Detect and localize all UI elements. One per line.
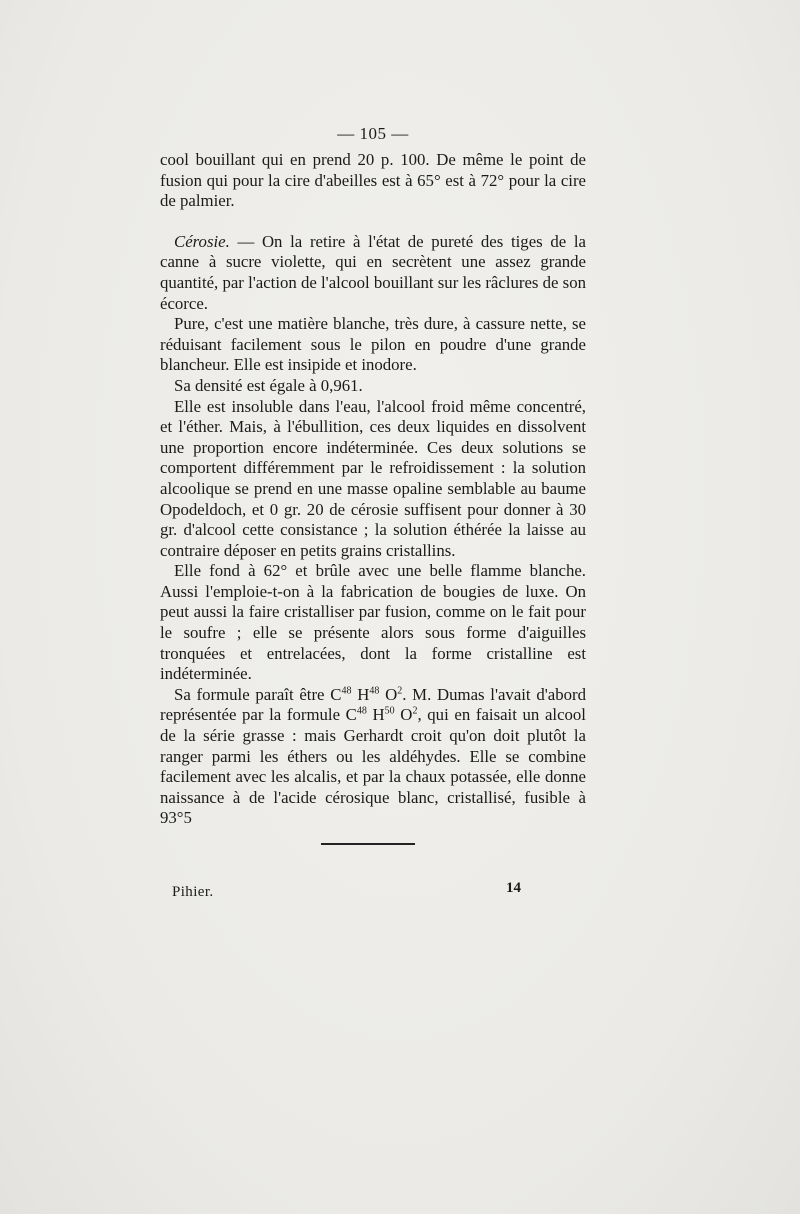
formula-2-c-sup: 48 [356, 705, 367, 717]
paragraph-formula [160, 685, 586, 829]
formula-2-o: O [394, 705, 413, 725]
formula-1-o: O [379, 684, 398, 704]
paragraph-cerosie-intro [160, 232, 586, 314]
paragraph-melting: Elle fond à 62° et brûle avec une belle flamme blanche. Aussi l'emploie-t-on à la fabrication de bougies de luxe. On peut aussi la faire cristalliser par fusion, comme on le fait pour le soufre ; elle se présente alors sous forme d'aiguilles tronquées et entrelacées, dont la forme cristalline est indéterminée. [160, 561, 586, 684]
formula-1 [330, 685, 402, 704]
formula-text-c: , qui en faisait un alcool de la série grasse : mais Gerhardt croit qu'on doit plutôt la ranger parmi les éthers ou les aldéhydes. Elle se combine facilement avec les alcalis, et par la chaux potassée, elle donne naissance à de l'acide cérosique blanc, cristallisé, fusible à 93°5 [160, 705, 586, 828]
formula-2-h-sup: 50 [384, 705, 395, 717]
formula-text-a: Sa formule paraît être [174, 684, 331, 704]
body-text [160, 150, 586, 829]
section-divider-rule [321, 843, 415, 845]
footer-signature-mark: 14 [506, 880, 521, 896]
formula-2-h: H [366, 705, 385, 725]
footer-author: Pihier. [172, 884, 214, 900]
formula-1-o-sup: 2 [397, 685, 403, 697]
paragraph-continuation: cool bouillant qui en prend 20 p. 100. De même le point de fusion qui pour la cire d'abeilles est à 65° est à 72° pour la cire de palmier. [160, 150, 586, 211]
page-number-header: — 105 — [337, 124, 409, 143]
formula-2-c: C [345, 705, 357, 725]
term-cerosie: Cérosie. [174, 231, 230, 251]
formula-1-h-sup: 48 [369, 685, 380, 697]
formula-1-h: H [351, 684, 370, 704]
formula-1-c: C [330, 684, 342, 704]
formula-text-b: . M. Dumas l'avait d'abord représentée par la formule [160, 684, 586, 725]
formula-1-c-sup: 48 [341, 685, 352, 697]
paragraph-density: Sa densité est égale à 0,961. [174, 375, 363, 395]
paragraph-description: Pure, c'est une matière blanche, très dure, à cassure nette, se réduisant facilement sous le pilon en poudre d'une grande blancheur. Elle est insipide et inodore. [160, 314, 586, 375]
paragraph-cerosie-text: — On la retire à l'état de pureté des tiges de la canne à sucre violette, qui en secrètent une assez grande quantité, par l'action de l'alcool bouillant sur les râclures de son écorce. [160, 231, 586, 313]
formula-2-o-sup: 2 [412, 705, 418, 717]
paragraph-solubility: Elle est insoluble dans l'eau, l'alcool froid même concentré, et l'éther. Mais, à l'ébullition, ces deux liquides en dissolvent une proportion encore indéterminée. Ces deux solutions se comportent différemment par le refroidissement : la solution alcoolique se prend en une masse opaline semblable au baume Opodeldoch, et 0 gr. 20 de cérosie suffisent pour donner à 30 gr. d'alcool cette consistance ; la solution éthérée la laisse au contraire déposer en petits grains cristallins. [160, 396, 586, 560]
formula-2 [346, 705, 418, 724]
